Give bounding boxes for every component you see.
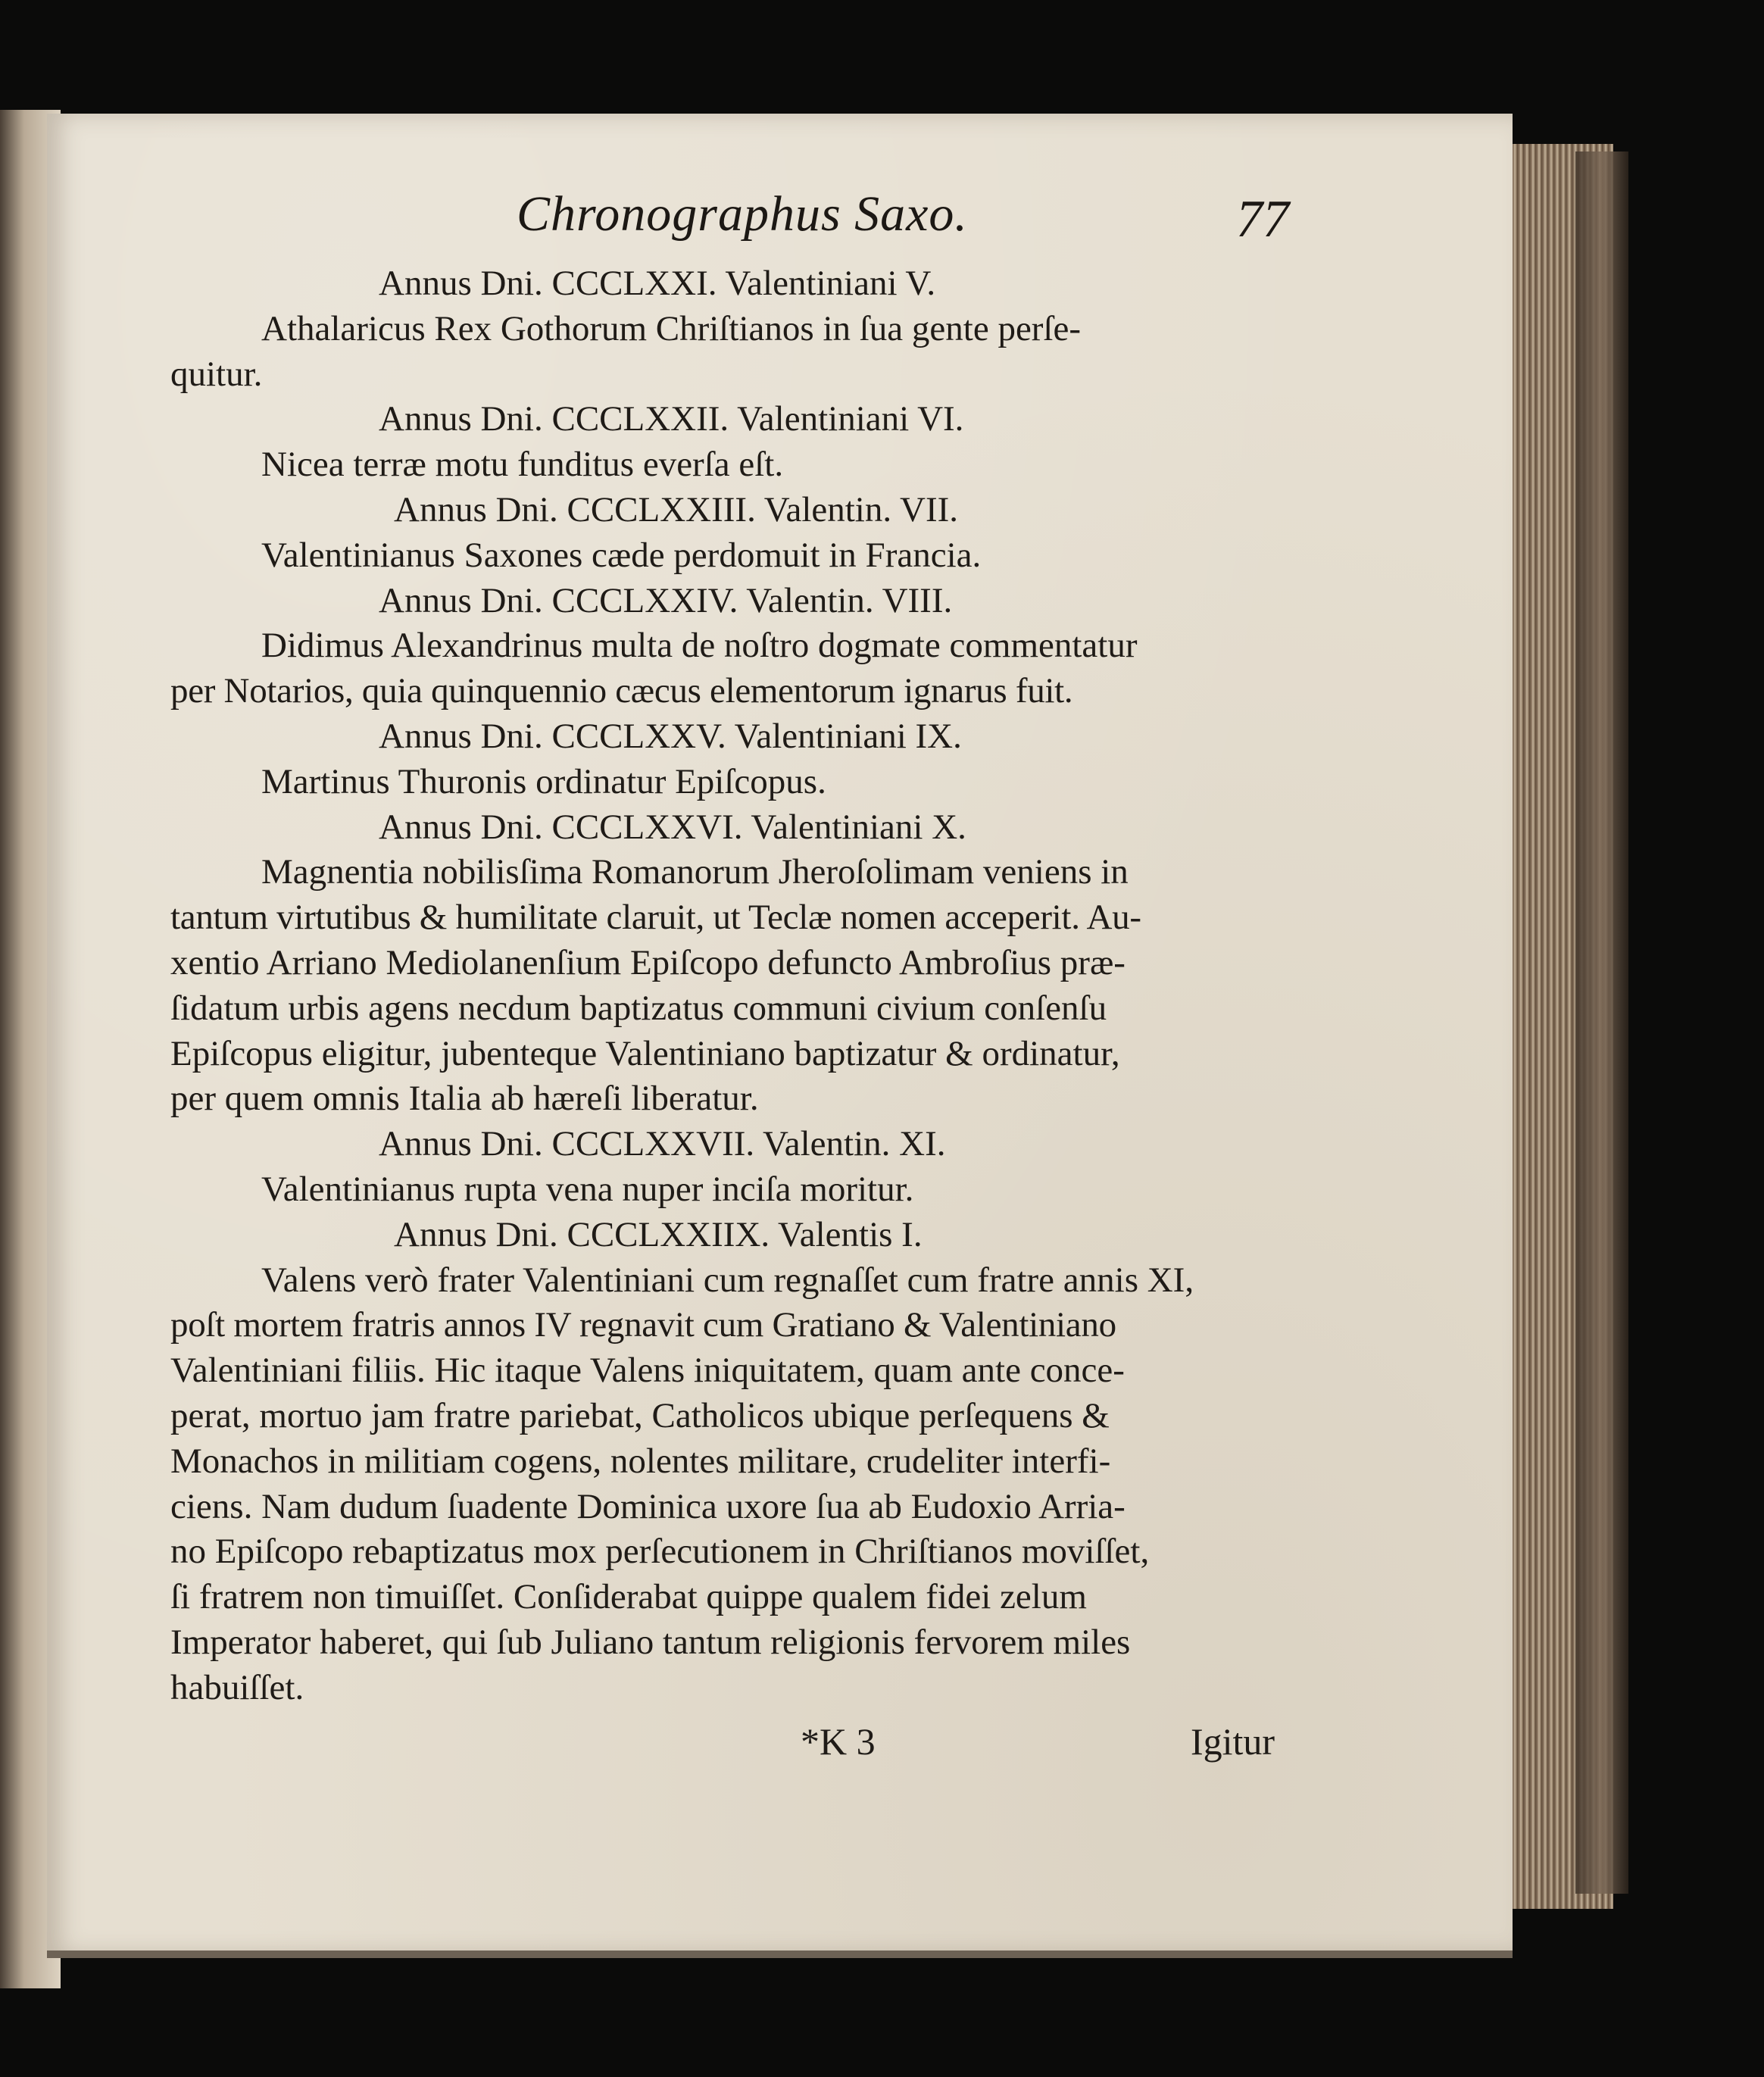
text-line: Valentinianus rupta vena nuper inciſa moritur. xyxy=(261,1169,914,1209)
year-heading: Annus Dni. CCCLXXII. Valentiniani VI. xyxy=(379,399,964,439)
text-line: tantum virtutibus & humilitate claruit, ut Teclæ nomen acceperit. Au- xyxy=(170,898,1141,938)
text-line: quitur. xyxy=(170,354,263,394)
page-body xyxy=(170,261,1307,1711)
text-line: xentio Arriano Mediolanenſium Epiſcopo defuncto Ambroſius præ- xyxy=(170,942,1126,982)
signature-mark: *K 3 xyxy=(801,1720,876,1763)
text-line: per Notarios, quia quinquennio cæcus elementorum ignarus fuit. xyxy=(170,671,1073,711)
year-heading: Annus Dni. CCCLXXVI. Valentiniani X. xyxy=(379,807,966,847)
page-footer xyxy=(47,1716,1513,1776)
text-line: Epiſcopus eligitur, jubenteque Valentiniano baptizatur & ordinatur, xyxy=(170,1033,1120,1073)
text-line: Valens verò frater Valentiniani cum regnaſſet cum fratre annis XI, xyxy=(261,1260,1194,1300)
text-line: ciens. Nam dudum ſuadente Dominica uxore ſua ab Eudoxio Arria- xyxy=(170,1486,1126,1526)
year-heading: Annus Dni. CCCLXXIIX. Valentis I. xyxy=(394,1214,923,1254)
text-line: poſt mortem fratris annos IV regnavit cum Gratiano & Valentiniano xyxy=(170,1305,1116,1345)
text-line: perat, mortuo jam fratre pariebat, Catholicos ubique perſequens & xyxy=(170,1395,1110,1435)
text-line: Didimus Alexandrinus multa de noſtro dogmate commentatur xyxy=(261,626,1138,666)
text-line: ſidatum urbis agens necdum baptizatus communi civium conſenſu xyxy=(170,988,1107,1028)
page-number: 77 xyxy=(1236,190,1289,248)
year-heading: Annus Dni. CCCLXXIV. Valentin. VIII. xyxy=(379,580,953,620)
book-cover-edge xyxy=(1575,151,1628,1894)
text-line: no Epiſcopo rebaptizatus mox perſecutionem in Chriſtianos moviſſet, xyxy=(170,1532,1150,1572)
year-heading: Annus Dni. CCCLXXVII. Valentin. XI. xyxy=(379,1124,946,1164)
text-line: Valentiniani filiis. Hic itaque Valens iniquitatem, quam ante conce- xyxy=(170,1351,1125,1391)
text-line: ſi fratrem non timuiſſet. Conſiderabat quippe qualem fidei zelum xyxy=(170,1577,1087,1617)
text-line: Monachos in militiam cogens, nolentes militare, crudeliter interfi- xyxy=(170,1441,1111,1481)
running-title: Chronographus Saxo. xyxy=(517,186,968,242)
text-line: Athalaricus Rex Gothorum Chriſtianos in ſua gente perſe- xyxy=(261,308,1082,348)
year-heading: Annus Dni. CCCLXXV. Valentiniani IX. xyxy=(379,716,962,756)
text-line: Imperator haberet, qui ſub Juliano tantum religionis fervorem miles xyxy=(170,1622,1131,1662)
year-heading: Annus Dni. CCCLXXI. Valentiniani V. xyxy=(379,264,936,303)
year-heading: Annus Dni. CCCLXXIII. Valentin. VII. xyxy=(394,489,959,529)
text-line: Martinus Thuronis ordinatur Epiſcopus. xyxy=(261,761,826,801)
text-line: per quem omnis Italia ab hæreſi liberatur. xyxy=(170,1079,759,1119)
text-line: Nicea terræ motu funditus everſa eſt. xyxy=(261,445,784,485)
text-line: habuiſſet. xyxy=(170,1667,304,1707)
text-line: Valentinianus Saxones cæde perdomuit in Francia. xyxy=(261,535,982,575)
page-bottom-shadow xyxy=(47,1951,1513,1958)
page-header xyxy=(47,170,1513,254)
catchword: Igitur xyxy=(1191,1720,1275,1763)
text-line: Magnentia nobilisſima Romanorum Jheroſolimam veniens in xyxy=(261,852,1129,892)
